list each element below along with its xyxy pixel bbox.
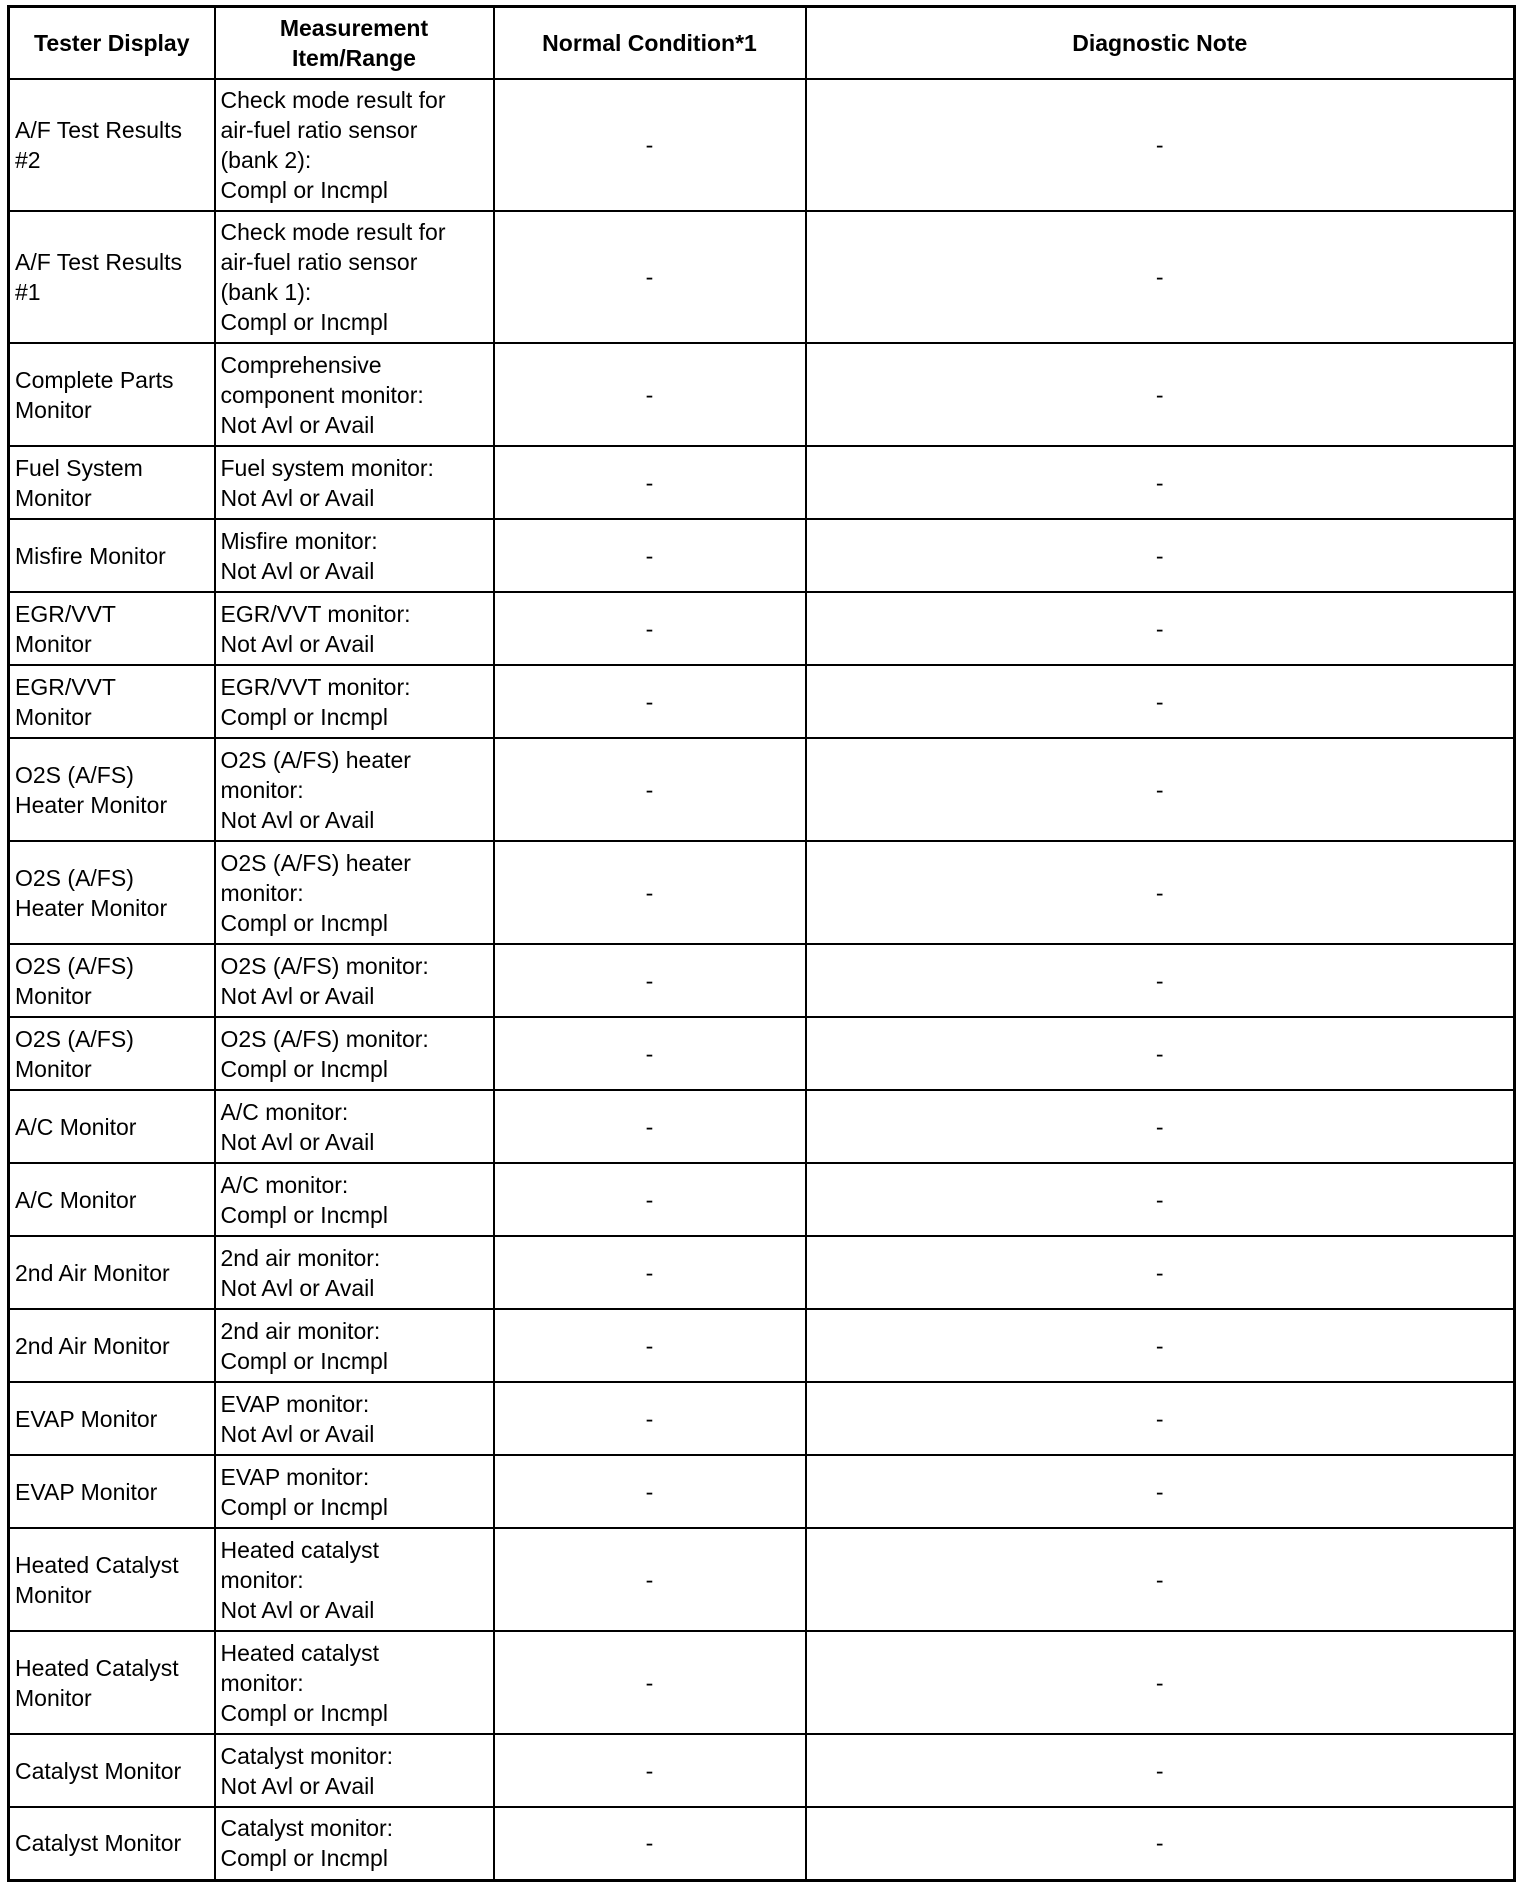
- cell-diagnostic-note: -: [806, 1017, 1515, 1090]
- cell-measurement: O2S (A/FS) monitor: Compl or Incmpl: [215, 1017, 494, 1090]
- cell-measurement: Heated catalyst monitor: Not Avl or Avail: [215, 1528, 494, 1631]
- cell-measurement: O2S (A/FS) heater monitor: Compl or Incmpl: [215, 841, 494, 944]
- cell-diagnostic-note: -: [806, 738, 1515, 841]
- cell-measurement: A/C monitor: Not Avl or Avail: [215, 1090, 494, 1163]
- cell-diagnostic-note: -: [806, 1528, 1515, 1631]
- cell-tester-display: 2nd Air Monitor: [9, 1236, 215, 1309]
- header-normal-condition: Normal Condition*1: [494, 7, 806, 80]
- cell-measurement: EGR/VVT monitor: Compl or Incmpl: [215, 665, 494, 738]
- table-body: [9, 79, 1515, 1880]
- table-row: [9, 1017, 1515, 1090]
- cell-normal-condition: -: [494, 1163, 806, 1236]
- table-row: [9, 841, 1515, 944]
- cell-tester-display: Heated Catalyst Monitor: [9, 1631, 215, 1734]
- cell-diagnostic-note: -: [806, 1090, 1515, 1163]
- table-row: [9, 79, 1515, 211]
- cell-normal-condition: -: [494, 519, 806, 592]
- cell-measurement: Fuel system monitor: Not Avl or Avail: [215, 446, 494, 519]
- cell-normal-condition: -: [494, 343, 806, 446]
- cell-diagnostic-note: -: [806, 841, 1515, 944]
- cell-tester-display: Catalyst Monitor: [9, 1807, 215, 1880]
- cell-tester-display: O2S (A/FS) Heater Monitor: [9, 738, 215, 841]
- table-row: [9, 211, 1515, 343]
- table-header: [9, 7, 1515, 80]
- cell-diagnostic-note: -: [806, 446, 1515, 519]
- cell-normal-condition: -: [494, 211, 806, 343]
- cell-measurement: EVAP monitor: Not Avl or Avail: [215, 1382, 494, 1455]
- cell-tester-display: Misfire Monitor: [9, 519, 215, 592]
- header-diagnostic-note: Diagnostic Note: [806, 7, 1515, 80]
- cell-tester-display: A/F Test Results #2: [9, 79, 215, 211]
- cell-normal-condition: -: [494, 665, 806, 738]
- cell-measurement: EVAP monitor: Compl or Incmpl: [215, 1455, 494, 1528]
- table-row: [9, 944, 1515, 1017]
- table-row: [9, 1631, 1515, 1734]
- cell-tester-display: O2S (A/FS) Heater Monitor: [9, 841, 215, 944]
- cell-tester-display: Fuel System Monitor: [9, 446, 215, 519]
- cell-diagnostic-note: -: [806, 343, 1515, 446]
- cell-normal-condition: -: [494, 79, 806, 211]
- table-row: [9, 519, 1515, 592]
- cell-normal-condition: -: [494, 1807, 806, 1880]
- cell-diagnostic-note: -: [806, 665, 1515, 738]
- cell-measurement: Check mode result for air-fuel ratio sensor (bank 1): Compl or Incmpl: [215, 211, 494, 343]
- cell-measurement: O2S (A/FS) heater monitor: Not Avl or Avail: [215, 738, 494, 841]
- cell-normal-condition: -: [494, 1382, 806, 1455]
- table-row: [9, 1236, 1515, 1309]
- cell-measurement: Catalyst monitor: Compl or Incmpl: [215, 1807, 494, 1880]
- cell-normal-condition: -: [494, 1455, 806, 1528]
- cell-tester-display: EVAP Monitor: [9, 1382, 215, 1455]
- cell-measurement: 2nd air monitor: Compl or Incmpl: [215, 1309, 494, 1382]
- cell-tester-display: 2nd Air Monitor: [9, 1309, 215, 1382]
- cell-diagnostic-note: -: [806, 1734, 1515, 1807]
- cell-diagnostic-note: -: [806, 1163, 1515, 1236]
- table-row: [9, 1455, 1515, 1528]
- cell-tester-display: O2S (A/FS) Monitor: [9, 944, 215, 1017]
- table-row: [9, 446, 1515, 519]
- cell-normal-condition: -: [494, 1631, 806, 1734]
- table-row: [9, 1309, 1515, 1382]
- cell-diagnostic-note: -: [806, 79, 1515, 211]
- cell-normal-condition: -: [494, 738, 806, 841]
- header-tester-display: Tester Display: [9, 7, 215, 80]
- cell-measurement: EGR/VVT monitor: Not Avl or Avail: [215, 592, 494, 665]
- header-row: [9, 7, 1515, 80]
- cell-diagnostic-note: -: [806, 1382, 1515, 1455]
- cell-diagnostic-note: -: [806, 211, 1515, 343]
- cell-tester-display: A/F Test Results #1: [9, 211, 215, 343]
- cell-measurement: Catalyst monitor: Not Avl or Avail: [215, 1734, 494, 1807]
- cell-normal-condition: -: [494, 1017, 806, 1090]
- cell-measurement: O2S (A/FS) monitor: Not Avl or Avail: [215, 944, 494, 1017]
- cell-diagnostic-note: -: [806, 519, 1515, 592]
- cell-normal-condition: -: [494, 592, 806, 665]
- cell-normal-condition: -: [494, 1734, 806, 1807]
- cell-diagnostic-note: -: [806, 592, 1515, 665]
- cell-diagnostic-note: -: [806, 1309, 1515, 1382]
- cell-measurement: Misfire monitor: Not Avl or Avail: [215, 519, 494, 592]
- cell-measurement: Heated catalyst monitor: Compl or Incmpl: [215, 1631, 494, 1734]
- table-row: [9, 343, 1515, 446]
- cell-tester-display: EGR/VVT Monitor: [9, 592, 215, 665]
- cell-diagnostic-note: -: [806, 944, 1515, 1017]
- cell-measurement: Check mode result for air-fuel ratio sensor (bank 2): Compl or Incmpl: [215, 79, 494, 211]
- cell-tester-display: A/C Monitor: [9, 1090, 215, 1163]
- cell-tester-display: Heated Catalyst Monitor: [9, 1528, 215, 1631]
- table-row: [9, 1382, 1515, 1455]
- cell-diagnostic-note: -: [806, 1807, 1515, 1880]
- cell-tester-display: EVAP Monitor: [9, 1455, 215, 1528]
- cell-tester-display: EGR/VVT Monitor: [9, 665, 215, 738]
- diagnostic-data-table: [7, 5, 1516, 1882]
- cell-normal-condition: -: [494, 1309, 806, 1382]
- cell-diagnostic-note: -: [806, 1455, 1515, 1528]
- table-row: [9, 1163, 1515, 1236]
- cell-measurement: Comprehensive component monitor: Not Avl or Avail: [215, 343, 494, 446]
- cell-normal-condition: -: [494, 1090, 806, 1163]
- cell-normal-condition: -: [494, 1236, 806, 1309]
- cell-tester-display: A/C Monitor: [9, 1163, 215, 1236]
- cell-normal-condition: -: [494, 446, 806, 519]
- cell-measurement: A/C monitor: Compl or Incmpl: [215, 1163, 494, 1236]
- table-row: [9, 592, 1515, 665]
- cell-measurement: 2nd air monitor: Not Avl or Avail: [215, 1236, 494, 1309]
- cell-tester-display: Complete Parts Monitor: [9, 343, 215, 446]
- cell-normal-condition: -: [494, 1528, 806, 1631]
- table-row: [9, 665, 1515, 738]
- table-row: [9, 1734, 1515, 1807]
- cell-tester-display: O2S (A/FS) Monitor: [9, 1017, 215, 1090]
- cell-normal-condition: -: [494, 841, 806, 944]
- table-row: [9, 738, 1515, 841]
- cell-diagnostic-note: -: [806, 1236, 1515, 1309]
- cell-diagnostic-note: -: [806, 1631, 1515, 1734]
- table-row: [9, 1807, 1515, 1880]
- cell-normal-condition: -: [494, 944, 806, 1017]
- cell-tester-display: Catalyst Monitor: [9, 1734, 215, 1807]
- table-row: [9, 1090, 1515, 1163]
- header-measurement-item-range: Measurement Item/Range: [215, 7, 494, 80]
- table-row: [9, 1528, 1515, 1631]
